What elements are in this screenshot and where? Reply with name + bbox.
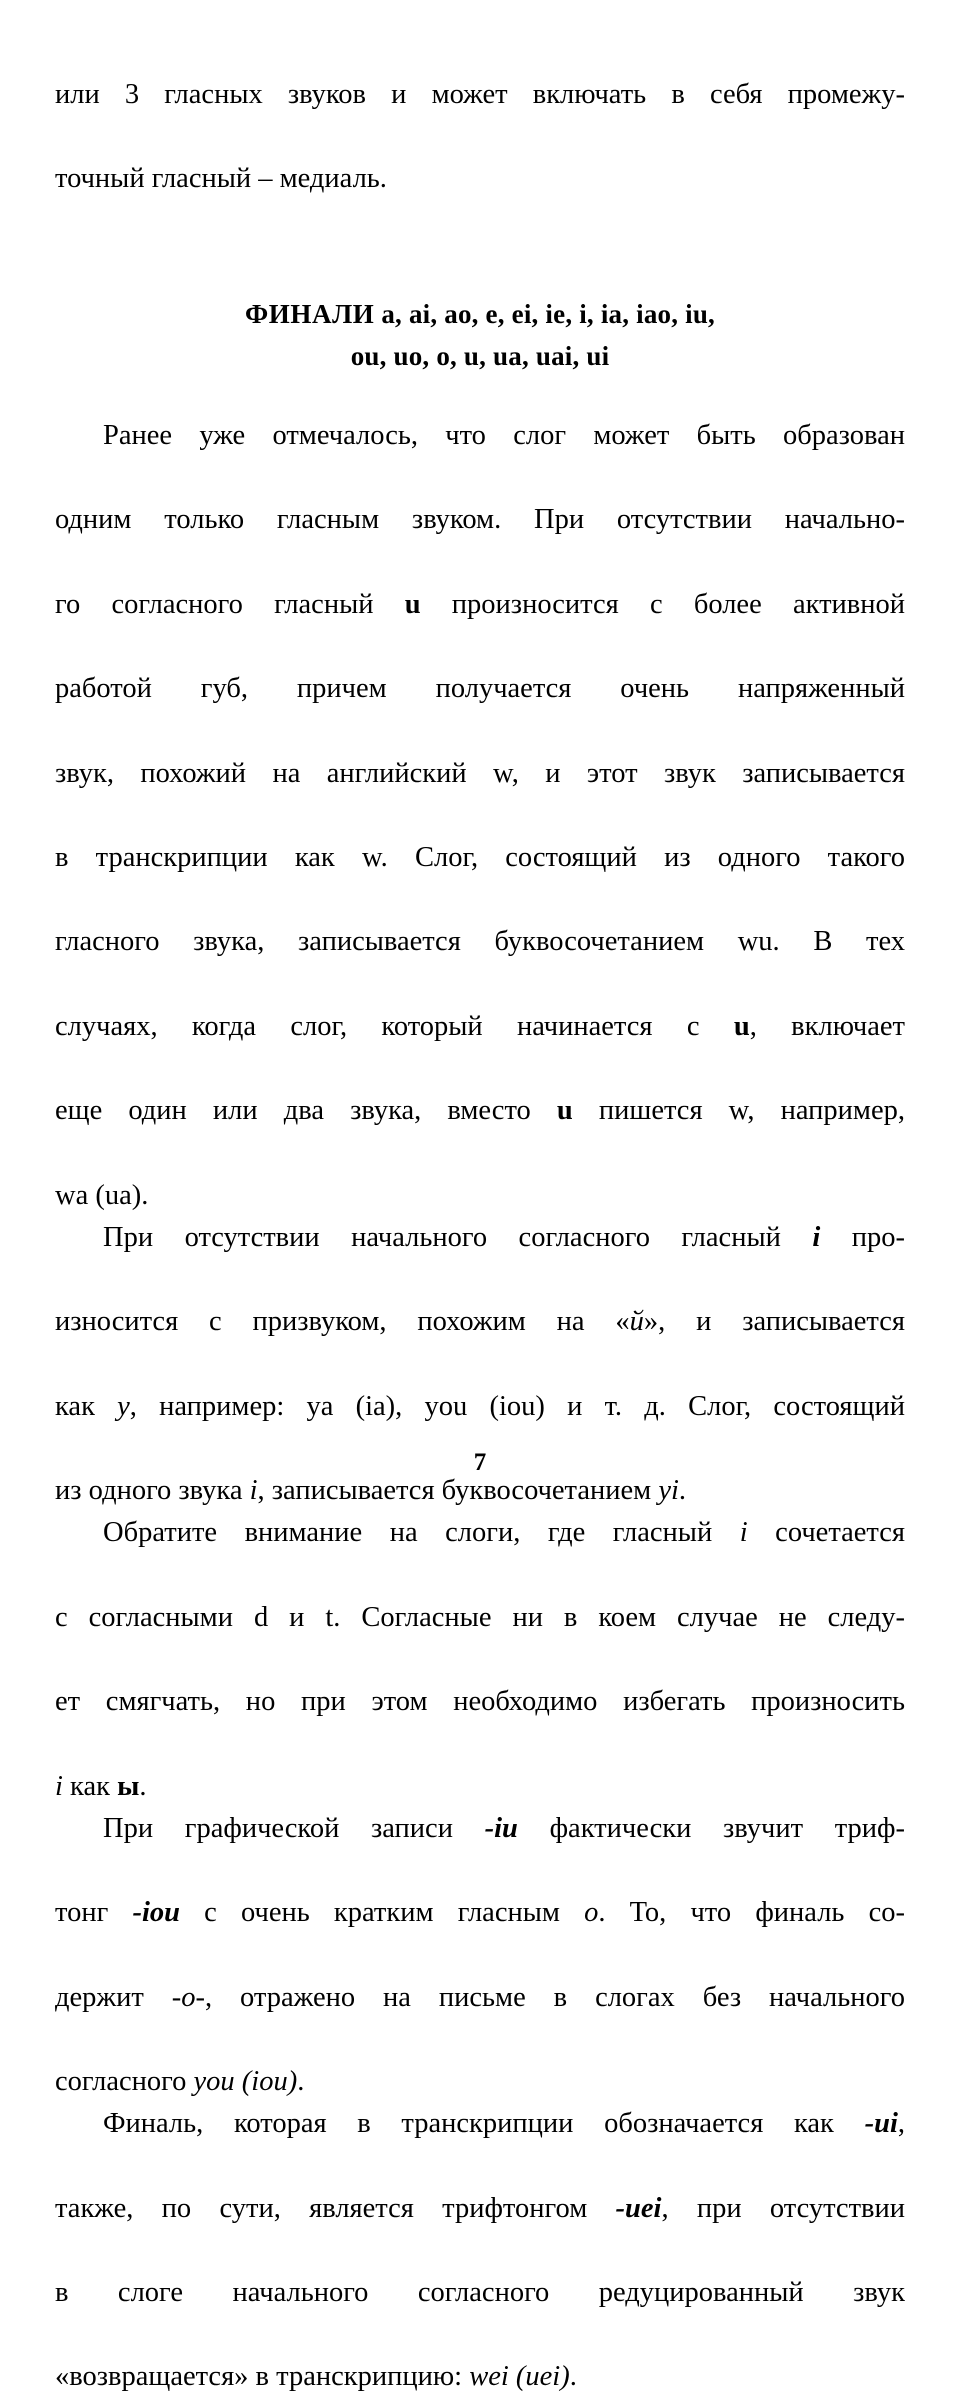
term-iou-italic: -iou [132, 1897, 180, 1929]
heading-line-1 [55, 293, 905, 335]
text-line: как y, например: ya (ia), you (iou) и т. д. Слог, состоящий [55, 1390, 905, 1422]
term-u-bold: u [556, 1095, 573, 1127]
term-iu-italic: -iu [484, 1812, 518, 1844]
paragraph-5 [55, 2103, 905, 2398]
text-line: работой губ, причем получается очень напряженный [55, 673, 905, 705]
text-line: держит -o-, отражено на письме в слогах без начального [55, 1981, 905, 2013]
term-yot-italic: й [629, 1306, 644, 1338]
text-line: звук, похожий на английский w, и этот звук записывается [55, 757, 905, 789]
term-u-bold: u [404, 588, 421, 620]
text-line: также, по сути, является трифтонгом -uei, при отсутствии [55, 2192, 905, 2224]
text-line: тонг -iou с очень кратким гласным o. То, что финаль со- [55, 1897, 905, 1929]
text-line: из одного звука i, записывается буквосочетанием yi. [55, 1475, 687, 1507]
term-wei-uei-italic: wei (uei) [469, 2361, 570, 2393]
term-u-bold: u [733, 1010, 750, 1042]
paragraph-3 [55, 1512, 905, 1807]
top-continuation-paragraph [55, 0, 905, 200]
text-line: wa (ua). [55, 1179, 149, 1211]
text-line: случаях, когда слог, который начинается с u, включает [55, 1010, 905, 1042]
text-line: согласного you (iou). [55, 2065, 305, 2097]
text-line: или 3 гласных звуков и может включать в себя промежу- [55, 79, 905, 110]
text-line: го согласного гласный u произносится с более активной [55, 588, 905, 620]
text-line: При отсутствии начального согласного гласный i про- [103, 1221, 905, 1253]
paragraph-1 [55, 415, 905, 1217]
text-line: i как ы. [55, 1770, 147, 1802]
term-o-italic: o [584, 1897, 599, 1929]
term-ui-italic: -ui [864, 2108, 898, 2140]
text-line: ет смягчать, но при этом необходимо избегать произносить [55, 1686, 905, 1718]
term-o-dash-italic: -o- [171, 1981, 205, 2013]
text-line: с согласными d и t. Согласные ни в коем случае не следу- [55, 1601, 905, 1633]
text-line: одним только гласным звуком. При отсутствии начально- [55, 504, 905, 536]
text-line: гласного звука, записывается буквосочетанием wu. В тех [55, 926, 905, 958]
heading-finals-line-1: a, ai, ao, e, ei, ie, i, ia, iao, iu, [381, 299, 715, 329]
term-yi-italic: yi [658, 1475, 679, 1507]
text-line: износится с призвуком, похожим на «й», и записывается [55, 1306, 905, 1338]
text-line: Обратите внимание на слоги, где гласный i сочетается [103, 1517, 905, 1549]
term-i-italic: i [249, 1475, 258, 1507]
page-text-column [55, 0, 905, 2399]
term-i-italic: i [739, 1517, 748, 1549]
page-number: 7 [473, 1449, 487, 1476]
term-yery-bold: ы [117, 1770, 140, 1802]
term-i-italic: i [55, 1770, 63, 1802]
term-y-italic: y [117, 1390, 130, 1422]
text-line: еще один или два звука, вместо u пишется w, например, [55, 1095, 905, 1127]
text-line: Финаль, которая в транскрипции обозначается как -ui, [103, 2108, 905, 2140]
text-line: точный гласный – медиаль. [55, 163, 387, 194]
text-line: При графической записи -iu фактически звучит триф- [103, 1812, 905, 1844]
text-line: в транскрипции как w. Слог, состоящий из одного такого [55, 842, 905, 874]
text-line: в слоге начального согласного редуцированный звук [55, 2276, 905, 2308]
term-you-iou-italic: you (iou) [193, 2065, 298, 2097]
term-uei-italic: -uei [615, 2192, 662, 2224]
section-heading [55, 200, 905, 377]
paragraph-4 [55, 1808, 905, 2103]
heading-keyword: ФИНАЛИ [244, 299, 375, 329]
term-i-bolditalic: i [812, 1221, 821, 1253]
body-text [55, 377, 905, 2399]
heading-line-2: ou, uo, o, u, ua, uai, ui [350, 341, 610, 371]
text-line: Ранее уже отмечалось, что слог может быть образован [103, 420, 905, 451]
text-line: «возвращается» в транскрипцию: wei (uei). [55, 2361, 577, 2393]
